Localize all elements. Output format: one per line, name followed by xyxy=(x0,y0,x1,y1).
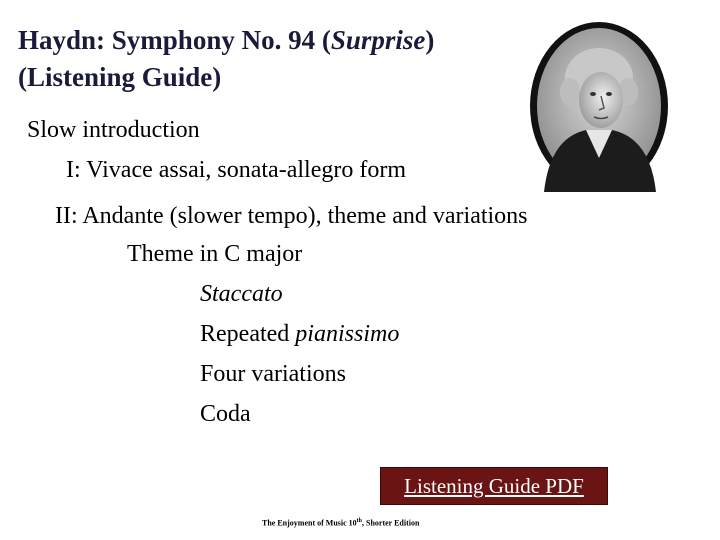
title-italic: Surprise xyxy=(330,25,426,55)
title-line-1: Haydn: Symphony No. 94 (Surprise) xyxy=(18,25,435,55)
outline-coda: Coda xyxy=(200,401,251,427)
outline-slow-introduction: Slow introduction xyxy=(27,117,200,143)
outline-staccato: Staccato xyxy=(200,281,283,307)
outline-repeated-pianissimo: Repeated pianissimo xyxy=(200,321,400,347)
haydn-portrait-image xyxy=(528,20,670,192)
outline-theme: Theme in C major xyxy=(127,241,303,267)
listening-guide-pdf-link[interactable]: Listening Guide PDF xyxy=(404,473,584,498)
outline-movement-2: II: Andante (slower tempo), theme and variations xyxy=(55,203,528,229)
title-line-2: (Listening Guide) xyxy=(18,62,222,92)
footer-credit: The Enjoyment of Music 10th, Shorter Edition xyxy=(262,518,420,528)
listening-guide-pdf-button[interactable] xyxy=(380,467,608,505)
outline-movement-1: I: Vivace assai, sonata-allegro form xyxy=(66,157,406,183)
outline-four-variations: Four variations xyxy=(200,361,346,387)
page-title xyxy=(18,22,434,96)
